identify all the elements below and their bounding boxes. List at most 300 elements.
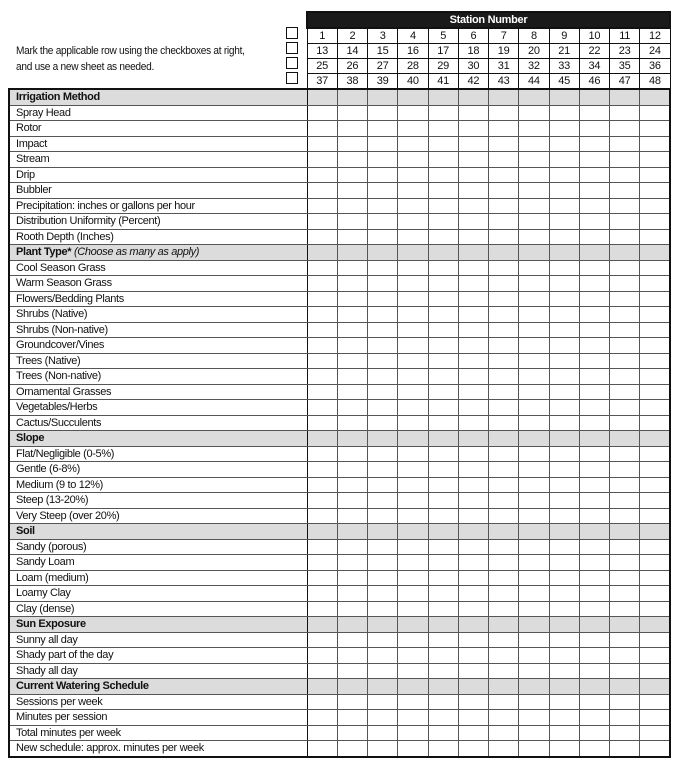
station-cell[interactable] (337, 648, 367, 664)
station-cell[interactable] (458, 214, 488, 230)
station-cell[interactable] (640, 400, 670, 416)
station-cell[interactable] (368, 322, 398, 338)
station-cell[interactable] (428, 214, 458, 230)
station-cell[interactable] (549, 508, 579, 524)
station-cell[interactable] (549, 260, 579, 276)
station-cell[interactable] (368, 353, 398, 369)
station-cell[interactable] (549, 400, 579, 416)
station-cell[interactable] (368, 493, 398, 509)
station-cell[interactable] (519, 338, 549, 354)
station-cell[interactable] (579, 446, 609, 462)
station-cell[interactable] (640, 167, 670, 183)
station-cell[interactable] (458, 291, 488, 307)
station-cell[interactable] (610, 291, 640, 307)
station-cell[interactable] (610, 369, 640, 385)
station-cell[interactable] (428, 167, 458, 183)
station-cell[interactable] (368, 307, 398, 323)
station-cell[interactable] (337, 105, 367, 121)
station-cell[interactable] (398, 214, 428, 230)
station-cell[interactable] (337, 214, 367, 230)
station-cell[interactable] (337, 570, 367, 586)
station-cell[interactable] (489, 384, 519, 400)
station-cell[interactable] (398, 183, 428, 199)
station-cell[interactable] (489, 183, 519, 199)
station-cell[interactable] (368, 136, 398, 152)
station-cell[interactable] (307, 338, 337, 354)
station-cell[interactable] (519, 601, 549, 617)
station-cell[interactable] (489, 369, 519, 385)
station-cell[interactable] (519, 198, 549, 214)
station-cell[interactable] (579, 136, 609, 152)
station-cell[interactable] (337, 353, 367, 369)
station-cell[interactable] (549, 601, 579, 617)
station-cell[interactable] (640, 539, 670, 555)
station-cell[interactable] (398, 446, 428, 462)
station-cell[interactable] (337, 477, 367, 493)
station-cell[interactable] (640, 136, 670, 152)
station-cell[interactable] (337, 446, 367, 462)
station-cell[interactable] (579, 291, 609, 307)
station-cell[interactable] (458, 353, 488, 369)
station-cell[interactable] (519, 136, 549, 152)
station-cell[interactable] (368, 632, 398, 648)
station-cell[interactable] (640, 725, 670, 741)
station-cell[interactable] (549, 167, 579, 183)
station-cell[interactable] (337, 741, 367, 757)
station-cell[interactable] (610, 307, 640, 323)
station-cell[interactable] (398, 663, 428, 679)
station-cell[interactable] (610, 152, 640, 168)
station-cell[interactable] (307, 214, 337, 230)
station-cell[interactable] (307, 694, 337, 710)
station-cell[interactable] (579, 601, 609, 617)
station-cell[interactable] (610, 198, 640, 214)
station-cell[interactable] (428, 291, 458, 307)
station-cell[interactable] (337, 167, 367, 183)
station-cell[interactable] (549, 322, 579, 338)
station-cell[interactable] (307, 415, 337, 431)
station-cell[interactable] (307, 291, 337, 307)
station-cell[interactable] (428, 400, 458, 416)
station-cell[interactable] (398, 539, 428, 555)
station-cell[interactable] (489, 338, 519, 354)
station-cell[interactable] (428, 508, 458, 524)
station-cell[interactable] (579, 741, 609, 757)
station-cell[interactable] (458, 601, 488, 617)
station-cell[interactable] (489, 400, 519, 416)
station-cell[interactable] (337, 601, 367, 617)
station-cell[interactable] (458, 307, 488, 323)
station-cell[interactable] (549, 214, 579, 230)
station-cell[interactable] (428, 601, 458, 617)
station-cell[interactable] (579, 539, 609, 555)
station-cell[interactable] (610, 570, 640, 586)
station-cell[interactable] (579, 648, 609, 664)
station-cell[interactable] (398, 725, 428, 741)
station-cell[interactable] (519, 710, 549, 726)
station-cell[interactable] (579, 462, 609, 478)
station-cell[interactable] (519, 105, 549, 121)
station-cell[interactable] (398, 105, 428, 121)
station-cell[interactable] (549, 291, 579, 307)
station-cell[interactable] (519, 648, 549, 664)
station-cell[interactable] (489, 663, 519, 679)
station-cell[interactable] (579, 105, 609, 121)
station-cell[interactable] (428, 322, 458, 338)
station-cell[interactable] (337, 338, 367, 354)
station-cell[interactable] (549, 539, 579, 555)
station-cell[interactable] (368, 601, 398, 617)
station-cell[interactable] (398, 462, 428, 478)
station-cell[interactable] (337, 694, 367, 710)
station-cell[interactable] (368, 384, 398, 400)
station-cell[interactable] (519, 632, 549, 648)
station-cell[interactable] (307, 586, 337, 602)
station-cell[interactable] (610, 477, 640, 493)
station-cell[interactable] (549, 307, 579, 323)
station-cell[interactable] (549, 415, 579, 431)
station-cell[interactable] (519, 260, 549, 276)
station-cell[interactable] (368, 446, 398, 462)
station-cell[interactable] (307, 601, 337, 617)
station-cell[interactable] (519, 477, 549, 493)
station-cell[interactable] (579, 307, 609, 323)
station-cell[interactable] (428, 710, 458, 726)
station-cell[interactable] (519, 462, 549, 478)
station-cell[interactable] (489, 493, 519, 509)
station-cell[interactable] (519, 167, 549, 183)
station-cell[interactable] (579, 167, 609, 183)
station-cell[interactable] (307, 384, 337, 400)
station-set-checkbox-2[interactable] (286, 42, 298, 54)
station-cell[interactable] (398, 276, 428, 292)
station-cell[interactable] (549, 183, 579, 199)
station-cell[interactable] (307, 539, 337, 555)
station-cell[interactable] (337, 539, 367, 555)
station-cell[interactable] (579, 214, 609, 230)
station-cell[interactable] (489, 725, 519, 741)
station-cell[interactable] (489, 508, 519, 524)
station-cell[interactable] (519, 369, 549, 385)
station-cell[interactable] (428, 338, 458, 354)
station-cell[interactable] (610, 462, 640, 478)
station-cell[interactable] (458, 477, 488, 493)
station-cell[interactable] (337, 462, 367, 478)
station-cell[interactable] (489, 307, 519, 323)
station-cell[interactable] (489, 694, 519, 710)
station-cell[interactable] (489, 632, 519, 648)
station-cell[interactable] (489, 167, 519, 183)
station-cell[interactable] (640, 338, 670, 354)
station-cell[interactable] (579, 322, 609, 338)
station-cell[interactable] (458, 384, 488, 400)
station-cell[interactable] (640, 322, 670, 338)
station-cell[interactable] (489, 136, 519, 152)
station-cell[interactable] (307, 198, 337, 214)
station-cell[interactable] (398, 167, 428, 183)
station-cell[interactable] (428, 198, 458, 214)
station-cell[interactable] (398, 260, 428, 276)
station-cell[interactable] (610, 663, 640, 679)
station-cell[interactable] (519, 493, 549, 509)
station-set-checkbox-1[interactable] (286, 27, 298, 39)
station-cell[interactable] (307, 555, 337, 571)
station-cell[interactable] (640, 307, 670, 323)
station-cell[interactable] (307, 493, 337, 509)
station-cell[interactable] (398, 400, 428, 416)
station-cell[interactable] (307, 276, 337, 292)
station-cell[interactable] (489, 152, 519, 168)
station-cell[interactable] (368, 539, 398, 555)
station-cell[interactable] (368, 276, 398, 292)
station-cell[interactable] (610, 167, 640, 183)
station-cell[interactable] (458, 462, 488, 478)
station-cell[interactable] (610, 121, 640, 137)
station-cell[interactable] (640, 710, 670, 726)
station-cell[interactable] (549, 353, 579, 369)
station-cell[interactable] (428, 105, 458, 121)
station-cell[interactable] (368, 725, 398, 741)
station-cell[interactable] (307, 369, 337, 385)
station-cell[interactable] (398, 369, 428, 385)
station-cell[interactable] (519, 539, 549, 555)
station-cell[interactable] (458, 663, 488, 679)
station-cell[interactable] (307, 105, 337, 121)
station-cell[interactable] (489, 353, 519, 369)
station-cell[interactable] (398, 694, 428, 710)
station-cell[interactable] (337, 663, 367, 679)
station-cell[interactable] (368, 183, 398, 199)
station-set-checkbox-3[interactable] (286, 57, 298, 69)
station-cell[interactable] (489, 198, 519, 214)
station-cell[interactable] (307, 322, 337, 338)
station-cell[interactable] (579, 493, 609, 509)
station-cell[interactable] (549, 276, 579, 292)
station-cell[interactable] (579, 183, 609, 199)
station-cell[interactable] (428, 493, 458, 509)
station-cell[interactable] (337, 710, 367, 726)
station-cell[interactable] (337, 291, 367, 307)
station-cell[interactable] (519, 291, 549, 307)
station-cell[interactable] (519, 152, 549, 168)
station-cell[interactable] (368, 741, 398, 757)
station-cell[interactable] (549, 725, 579, 741)
station-cell[interactable] (579, 477, 609, 493)
station-cell[interactable] (458, 586, 488, 602)
station-cell[interactable] (579, 415, 609, 431)
station-cell[interactable] (549, 741, 579, 757)
station-cell[interactable] (610, 539, 640, 555)
station-cell[interactable] (610, 741, 640, 757)
station-cell[interactable] (610, 555, 640, 571)
station-cell[interactable] (428, 260, 458, 276)
station-cell[interactable] (307, 183, 337, 199)
station-cell[interactable] (610, 384, 640, 400)
station-cell[interactable] (549, 586, 579, 602)
station-cell[interactable] (428, 539, 458, 555)
station-cell[interactable] (398, 586, 428, 602)
station-cell[interactable] (398, 121, 428, 137)
station-cell[interactable] (519, 508, 549, 524)
station-cell[interactable] (489, 741, 519, 757)
station-cell[interactable] (519, 214, 549, 230)
station-cell[interactable] (368, 555, 398, 571)
station-cell[interactable] (428, 136, 458, 152)
station-cell[interactable] (519, 555, 549, 571)
station-cell[interactable] (428, 276, 458, 292)
station-cell[interactable] (549, 136, 579, 152)
station-cell[interactable] (307, 446, 337, 462)
station-cell[interactable] (337, 415, 367, 431)
station-cell[interactable] (337, 400, 367, 416)
station-cell[interactable] (398, 710, 428, 726)
station-cell[interactable] (610, 601, 640, 617)
station-cell[interactable] (519, 307, 549, 323)
station-cell[interactable] (337, 384, 367, 400)
station-cell[interactable] (610, 710, 640, 726)
station-cell[interactable] (398, 322, 428, 338)
station-cell[interactable] (307, 400, 337, 416)
station-cell[interactable] (489, 322, 519, 338)
station-cell[interactable] (368, 214, 398, 230)
station-cell[interactable] (610, 214, 640, 230)
station-cell[interactable] (368, 198, 398, 214)
station-cell[interactable] (337, 555, 367, 571)
station-cell[interactable] (428, 121, 458, 137)
station-cell[interactable] (428, 369, 458, 385)
station-cell[interactable] (307, 462, 337, 478)
station-cell[interactable] (519, 400, 549, 416)
station-cell[interactable] (640, 198, 670, 214)
station-cell[interactable] (458, 446, 488, 462)
station-cell[interactable] (368, 462, 398, 478)
station-cell[interactable] (489, 648, 519, 664)
station-cell[interactable] (337, 183, 367, 199)
station-cell[interactable] (428, 353, 458, 369)
station-cell[interactable] (640, 632, 670, 648)
station-cell[interactable] (307, 710, 337, 726)
station-cell[interactable] (458, 632, 488, 648)
station-cell[interactable] (579, 586, 609, 602)
station-cell[interactable] (549, 493, 579, 509)
station-cell[interactable] (640, 462, 670, 478)
station-cell[interactable] (489, 570, 519, 586)
station-cell[interactable] (307, 136, 337, 152)
station-cell[interactable] (489, 539, 519, 555)
station-cell[interactable] (579, 260, 609, 276)
station-cell[interactable] (368, 508, 398, 524)
station-cell[interactable] (489, 462, 519, 478)
station-cell[interactable] (610, 183, 640, 199)
station-cell[interactable] (398, 229, 428, 245)
station-cell[interactable] (519, 663, 549, 679)
station-cell[interactable] (519, 322, 549, 338)
station-cell[interactable] (458, 260, 488, 276)
station-cell[interactable] (519, 276, 549, 292)
station-cell[interactable] (489, 229, 519, 245)
station-cell[interactable] (549, 105, 579, 121)
station-cell[interactable] (428, 477, 458, 493)
station-cell[interactable] (458, 136, 488, 152)
station-cell[interactable] (398, 384, 428, 400)
station-cell[interactable] (337, 493, 367, 509)
station-cell[interactable] (610, 322, 640, 338)
station-cell[interactable] (489, 260, 519, 276)
station-cell[interactable] (458, 710, 488, 726)
station-cell[interactable] (368, 105, 398, 121)
station-cell[interactable] (640, 369, 670, 385)
station-cell[interactable] (610, 508, 640, 524)
station-cell[interactable] (398, 508, 428, 524)
station-cell[interactable] (579, 694, 609, 710)
station-cell[interactable] (549, 570, 579, 586)
station-cell[interactable] (428, 555, 458, 571)
station-cell[interactable] (579, 632, 609, 648)
station-cell[interactable] (428, 725, 458, 741)
station-cell[interactable] (368, 415, 398, 431)
station-cell[interactable] (368, 338, 398, 354)
station-cell[interactable] (640, 276, 670, 292)
station-cell[interactable] (549, 369, 579, 385)
station-cell[interactable] (579, 555, 609, 571)
station-cell[interactable] (579, 198, 609, 214)
station-cell[interactable] (337, 632, 367, 648)
station-cell[interactable] (640, 477, 670, 493)
station-cell[interactable] (337, 307, 367, 323)
station-cell[interactable] (610, 694, 640, 710)
station-cell[interactable] (307, 229, 337, 245)
station-cell[interactable] (640, 415, 670, 431)
station-cell[interactable] (428, 663, 458, 679)
station-cell[interactable] (428, 462, 458, 478)
station-cell[interactable] (640, 601, 670, 617)
station-cell[interactable] (458, 338, 488, 354)
station-cell[interactable] (428, 229, 458, 245)
station-cell[interactable] (368, 369, 398, 385)
station-cell[interactable] (398, 291, 428, 307)
station-cell[interactable] (368, 260, 398, 276)
station-cell[interactable] (610, 415, 640, 431)
station-cell[interactable] (428, 570, 458, 586)
station-cell[interactable] (549, 446, 579, 462)
station-cell[interactable] (458, 121, 488, 137)
station-cell[interactable] (489, 446, 519, 462)
station-cell[interactable] (398, 570, 428, 586)
station-cell[interactable] (307, 725, 337, 741)
station-cell[interactable] (307, 570, 337, 586)
station-cell[interactable] (307, 353, 337, 369)
station-cell[interactable] (640, 121, 670, 137)
station-cell[interactable] (489, 121, 519, 137)
station-cell[interactable] (368, 167, 398, 183)
station-cell[interactable] (519, 570, 549, 586)
station-cell[interactable] (458, 570, 488, 586)
station-cell[interactable] (640, 214, 670, 230)
station-cell[interactable] (307, 167, 337, 183)
station-cell[interactable] (428, 183, 458, 199)
station-cell[interactable] (337, 121, 367, 137)
station-cell[interactable] (489, 586, 519, 602)
station-cell[interactable] (610, 276, 640, 292)
station-cell[interactable] (579, 276, 609, 292)
station-cell[interactable] (428, 307, 458, 323)
station-cell[interactable] (398, 338, 428, 354)
station-cell[interactable] (579, 121, 609, 137)
station-cell[interactable] (549, 710, 579, 726)
station-cell[interactable] (610, 725, 640, 741)
station-cell[interactable] (458, 741, 488, 757)
station-cell[interactable] (579, 384, 609, 400)
